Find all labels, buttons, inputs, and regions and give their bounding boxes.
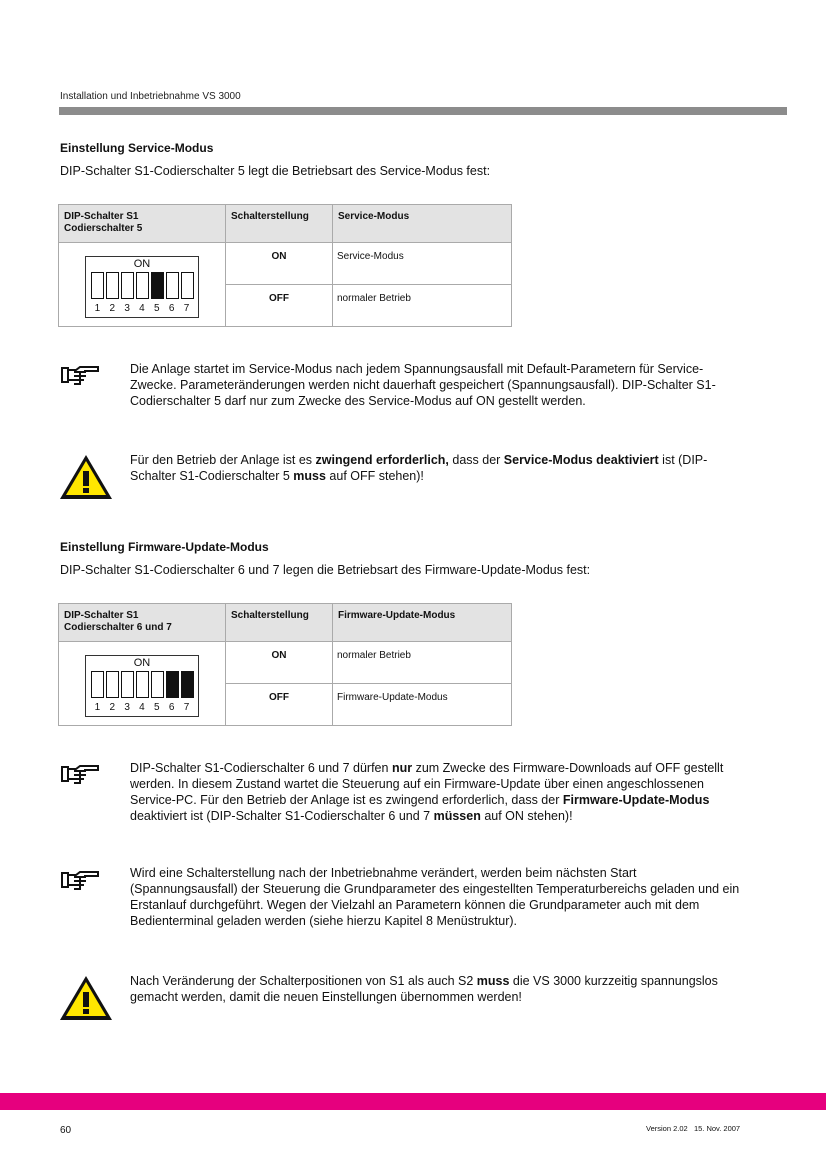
table-header-mode: Service-Modus: [333, 205, 512, 243]
text-bold: nur: [391, 761, 413, 775]
dip-switch-number: 1: [94, 702, 101, 713]
dip-switch-cell: [59, 642, 226, 726]
dip-switch-diagram: [85, 655, 199, 717]
dip-switch-7: [181, 671, 194, 698]
dip-switch-4: [136, 671, 149, 698]
table-header-position: Schalterstellung: [226, 205, 333, 243]
note-service-mode: Die Anlage startet im Service-Modus nach jedem Spannungsausfall mit Default-Parametern für Service-Zwecke. Parameteränderungen werden nicht dauerhaft gespeichert (Spannungsausfall). DIP-Schalter S1-Codierschalter 5 darf nur zum Zwecke des Service-Modus auf ON gestellt werden.: [130, 362, 716, 408]
dip-switch-2: [106, 671, 119, 698]
section-heading-service-mode: Einstellung Service-Modus: [60, 141, 214, 155]
section-intro-firmware-mode: DIP-Schalter S1-Codierschalter 6 und 7 legen die Betriebsart des Firmware-Update-Modus fest:: [60, 563, 591, 577]
note-parameter-reset: Wird eine Schalterstellung nach der Inbetriebnahme verändert, werden beim nächsten Start (Spannungsausfall) der Steuerung die Grundparameter des eingestellten Temperaturbereichs geladen und ein Erstanlauf durchgeführt. Wegen der Vielzahl an Parametern können die Grundparameter auch mit dem Bedienterminal geladen werden (siehe hierzu Kapitel 8 Menüstruktur).: [130, 866, 740, 928]
dip-on-label: ON: [133, 657, 151, 669]
table-cell-state: OFF: [226, 684, 333, 726]
dip-switch-row: [91, 671, 194, 698]
dip-switch-5: [151, 671, 164, 698]
dip-table-service-mode: [58, 204, 512, 327]
section-heading-firmware-mode: Einstellung Firmware-Update-Modus: [60, 540, 269, 554]
text-bold: Service-Modus deaktiviert: [503, 453, 659, 467]
dip-switch-row: [91, 272, 194, 299]
dip-switch-6: [166, 272, 179, 299]
table-cell-desc: Service-Modus: [333, 243, 512, 285]
dip-switch-number: 7: [183, 702, 190, 713]
dip-switch-number: 2: [109, 303, 116, 314]
dip-switch-number: 5: [154, 303, 160, 314]
dip-switch-number: 1: [94, 303, 101, 314]
table-cell-state: OFF: [226, 285, 333, 327]
section-intro-service-mode: DIP-Schalter S1-Codierschalter 5 legt die Betriebsart des Service-Modus fest:: [60, 164, 491, 178]
pointing-hand-icon: [60, 763, 102, 785]
text: Für den Betrieb der Anlage ist es: [130, 453, 316, 467]
text: zum Zwecke des Firmware-Downloads auf OFF gestellt werden. In diesem Zustand wartet die Steuerung auf ein Firmware-Update über einen angeschlossenen Service-PC. Für den Betrieb der Anlage ist es zwingend erforderlich, dass der: [130, 761, 724, 807]
text: die VS 3000 kurzzeitig spannungslos gemacht werden, damit die neuen Einstellungen übernommen werden!: [130, 974, 718, 1004]
page-number: 60: [60, 1125, 72, 1136]
dip-switch-number: 4: [139, 303, 145, 314]
text-bold: muss: [476, 974, 510, 988]
dip-switch-number: 2: [109, 702, 116, 713]
warning-power-cycle: [130, 973, 745, 1005]
version-info: Version 2.02 15. Nov. 2007: [646, 1124, 741, 1133]
dip-switch-cell: [59, 243, 226, 327]
dip-switch-number: 3: [124, 303, 130, 314]
table-cell-desc: Firmware-Update-Modus: [333, 684, 512, 726]
dip-switch-number: 6: [168, 702, 175, 713]
footer-accent-bar: [0, 1093, 826, 1110]
text: ist (DIP-Schalter S1-Codierschalter 5: [130, 453, 708, 483]
text: auf OFF stehen)!: [325, 469, 424, 483]
dip-switch-number: 3: [124, 702, 130, 713]
warning-triangle-icon: [58, 453, 114, 501]
pointing-hand-icon: [60, 364, 102, 386]
dip-switch-4: [136, 272, 149, 299]
table-cell-state: ON: [226, 642, 333, 684]
dip-switch-number: 7: [183, 303, 190, 314]
dip-switch-1: [91, 671, 104, 698]
warning-service-mode: [130, 452, 745, 484]
dip-switch-5: [151, 272, 164, 299]
dip-table-firmware-mode: [58, 603, 512, 726]
table-header-mode: Firmware-Update-Modus: [333, 604, 512, 642]
text-bold: muss: [293, 469, 326, 483]
dip-switch-number: 4: [139, 702, 145, 713]
dip-switch-7: [181, 272, 194, 299]
table-cell-desc: normaler Betrieb: [333, 285, 512, 327]
table-cell-state: ON: [226, 243, 333, 285]
dip-switch-number: 5: [154, 702, 160, 713]
note-firmware-mode: [130, 760, 745, 824]
text-bold: müssen: [433, 809, 481, 823]
dip-switch-diagram: [85, 256, 199, 318]
dip-switch-6: [166, 671, 179, 698]
dip-switch-2: [106, 272, 119, 299]
header-rule: [59, 107, 787, 115]
table-header-switch: DIP-Schalter S1 Codierschalter 6 und 7: [59, 604, 226, 642]
running-header: Installation und Inbetriebnahme VS 3000: [60, 91, 241, 102]
dip-switch-3: [121, 671, 134, 698]
dip-on-label: ON: [133, 258, 151, 270]
dip-switch-1: [91, 272, 104, 299]
dip-switch-numbers: [86, 303, 198, 314]
dip-switch-3: [121, 272, 134, 299]
text: DIP-Schalter S1-Codierschalter 6 und 7 dürfen: [130, 761, 392, 775]
table-cell-desc: normaler Betrieb: [333, 642, 512, 684]
text: Nach Veränderung der Schalterpositionen von S1 als auch S2: [130, 974, 477, 988]
table-header-switch: DIP-Schalter S1 Codierschalter 5: [59, 205, 226, 243]
text: auf ON stehen)!: [480, 809, 573, 823]
dip-switch-numbers: [86, 702, 198, 713]
dip-switch-number: 6: [168, 303, 175, 314]
text-bold: Firmware-Update-Modus: [562, 793, 710, 807]
text: deaktiviert ist (DIP-Schalter S1-Codierschalter 6 und 7: [130, 809, 434, 823]
pointing-hand-icon: [60, 869, 102, 891]
warning-triangle-icon: [58, 974, 114, 1022]
text: dass der: [448, 453, 504, 467]
text-bold: zwingend erforderlich,: [315, 453, 449, 467]
table-header-position: Schalterstellung: [226, 604, 333, 642]
